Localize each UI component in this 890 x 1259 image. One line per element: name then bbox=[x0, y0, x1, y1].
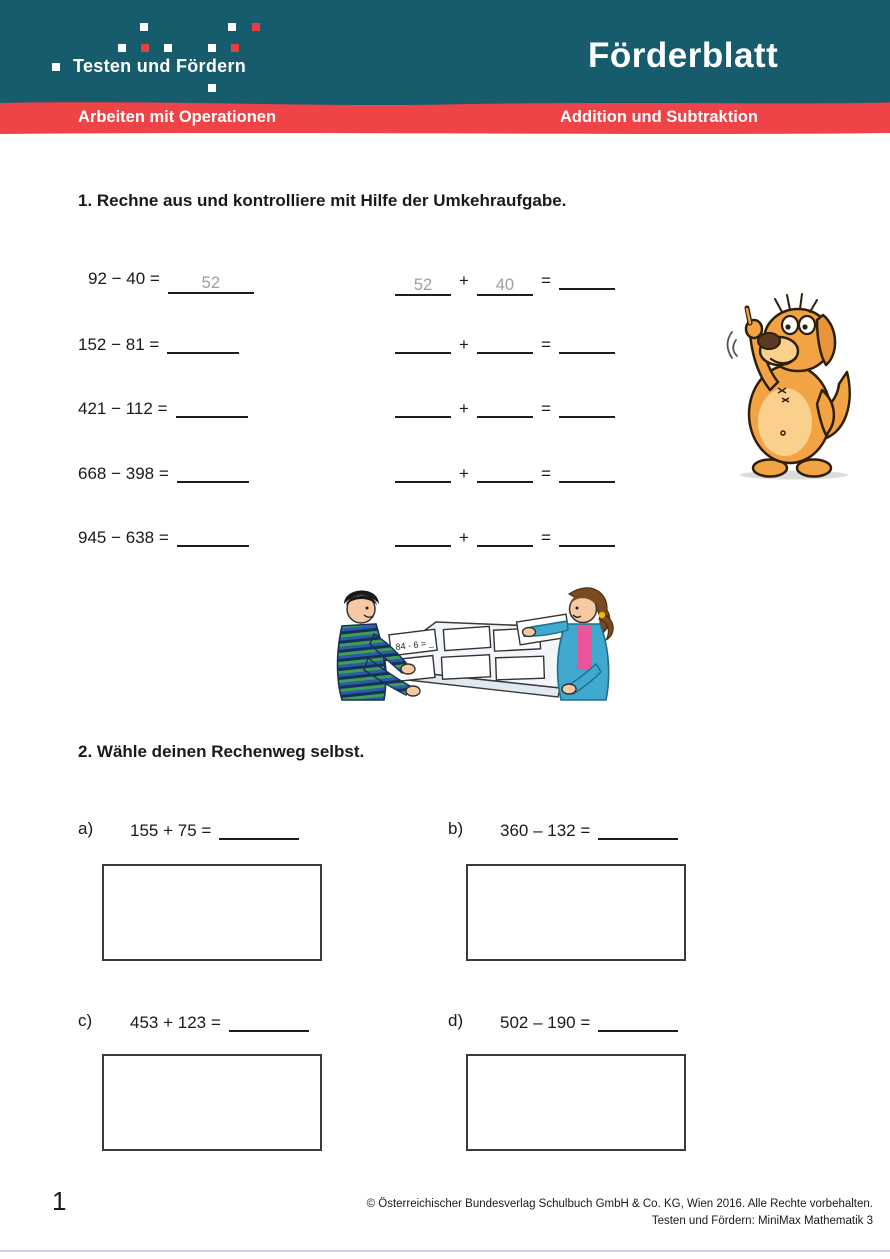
equals-sign: = bbox=[540, 528, 551, 547]
page-title: Förderblatt bbox=[588, 36, 779, 75]
logo-square-icon bbox=[118, 44, 126, 52]
item-equation-d bbox=[500, 1011, 678, 1033]
children-table-icon bbox=[334, 572, 616, 702]
plus-sign: + bbox=[459, 335, 469, 354]
subtraction-expression: 668 − 398 = bbox=[78, 464, 169, 483]
exercise1-title: 1. Rechne aus und kontrolliere mit Hilfe der Umkehraufgabe. bbox=[78, 191, 567, 210]
check-blank[interactable] bbox=[395, 275, 451, 296]
banner-wave-top bbox=[0, 100, 890, 108]
page-bottom-edge bbox=[0, 1250, 890, 1252]
equation-text: 453 + 123 = bbox=[130, 1013, 221, 1032]
logo-square-icon bbox=[208, 44, 216, 52]
check-blank[interactable] bbox=[477, 397, 533, 418]
plus-sign: + bbox=[459, 271, 469, 290]
testen-und-foerdern-logo bbox=[0, 0, 280, 100]
subtraction-expression: 152 − 81 = bbox=[78, 335, 160, 354]
item-label-a: a) bbox=[78, 819, 94, 838]
header-bar bbox=[0, 0, 890, 100]
equals-sign: = bbox=[540, 335, 551, 354]
logo-square-icon bbox=[228, 23, 236, 31]
plus-sign: + bbox=[459, 528, 469, 547]
equals-sign: = bbox=[540, 399, 551, 418]
check-blank[interactable] bbox=[477, 526, 533, 547]
answer-blank[interactable] bbox=[229, 1011, 309, 1032]
banner-topic-right: Addition und Subtraktion bbox=[560, 108, 758, 126]
check-blank[interactable] bbox=[477, 275, 533, 296]
logo-square-icon bbox=[164, 44, 172, 52]
exercise2-title: 2. Wähle deinen Rechenweg selbst. bbox=[78, 742, 365, 761]
equals-sign: = bbox=[540, 464, 551, 483]
plus-sign: + bbox=[459, 399, 469, 418]
answer-blank[interactable] bbox=[219, 819, 299, 840]
check-result-blank[interactable] bbox=[559, 333, 615, 354]
prefilled-check-b: 40 bbox=[495, 276, 515, 294]
equation-text: 360 – 132 = bbox=[500, 821, 591, 840]
check-result-blank[interactable] bbox=[559, 462, 615, 483]
work-area-box-d[interactable] bbox=[466, 1054, 686, 1151]
work-area-box-a[interactable] bbox=[102, 864, 322, 961]
prefilled-answer: 52 bbox=[201, 274, 221, 292]
subtraction-expression: 421 − 112 = bbox=[78, 399, 168, 418]
equation-text: 502 – 190 = bbox=[500, 1013, 591, 1032]
item-label-b: b) bbox=[448, 819, 464, 838]
item-equation-a bbox=[130, 819, 299, 841]
work-area-box-c[interactable] bbox=[102, 1054, 322, 1151]
copyright-line: © Österreichischer Bundesverlag Schulbuch GmbH & Co. KG, Wien 2016. Alle Rechte vorbehalten. bbox=[366, 1198, 873, 1210]
check-result-blank[interactable] bbox=[559, 269, 615, 290]
item-label-d: d) bbox=[448, 1011, 464, 1030]
equation-row bbox=[0, 526, 890, 550]
logo-square-icon bbox=[252, 23, 260, 31]
card-equation-text: 84 - 6 = _ bbox=[394, 637, 435, 653]
logo-square-icon bbox=[141, 44, 149, 52]
item-label-c: c) bbox=[78, 1011, 93, 1030]
answer-blank[interactable] bbox=[168, 273, 254, 294]
check-blank[interactable] bbox=[395, 333, 451, 354]
answer-blank[interactable] bbox=[598, 819, 678, 840]
logo-square-icon bbox=[231, 44, 239, 52]
equals-sign: = bbox=[540, 271, 551, 290]
check-blank[interactable] bbox=[395, 526, 451, 547]
banner-topic-left: Arbeiten mit Operationen bbox=[78, 108, 277, 126]
children-with-cards-illustration bbox=[334, 572, 616, 707]
work-area-box-b[interactable] bbox=[466, 864, 686, 961]
dog-icon bbox=[726, 288, 856, 483]
item-equation-c bbox=[130, 1011, 309, 1033]
equation-text: 155 + 75 = bbox=[130, 821, 212, 840]
logo-square-icon bbox=[208, 84, 216, 92]
logo-text: Testen und Fördern bbox=[73, 56, 247, 76]
check-blank[interactable] bbox=[395, 462, 451, 483]
banner-wave-bottom bbox=[0, 130, 890, 138]
answer-blank[interactable] bbox=[598, 1011, 678, 1032]
subtraction-expression: 92 − 40 = bbox=[88, 269, 160, 288]
answer-blank[interactable] bbox=[167, 333, 239, 354]
check-blank[interactable] bbox=[477, 333, 533, 354]
check-blank[interactable] bbox=[395, 397, 451, 418]
answer-blank[interactable] bbox=[176, 397, 248, 418]
answer-blank[interactable] bbox=[177, 526, 249, 547]
answer-blank[interactable] bbox=[177, 462, 249, 483]
series-line: Testen und Fördern: MiniMax Mathematik 3 bbox=[651, 1215, 873, 1227]
logo-square-icon bbox=[52, 63, 60, 71]
dog-mascot-illustration bbox=[726, 288, 856, 488]
check-result-blank[interactable] bbox=[559, 526, 615, 547]
page-number: 1 bbox=[52, 1186, 67, 1216]
check-result-blank[interactable] bbox=[559, 397, 615, 418]
check-blank[interactable] bbox=[477, 462, 533, 483]
plus-sign: + bbox=[459, 464, 469, 483]
subtraction-expression: 945 − 638 = bbox=[78, 528, 169, 547]
copyright-block bbox=[367, 1196, 873, 1230]
item-equation-b bbox=[500, 819, 678, 841]
prefilled-check-a: 52 bbox=[413, 276, 433, 294]
logo-square-icon bbox=[140, 23, 148, 31]
